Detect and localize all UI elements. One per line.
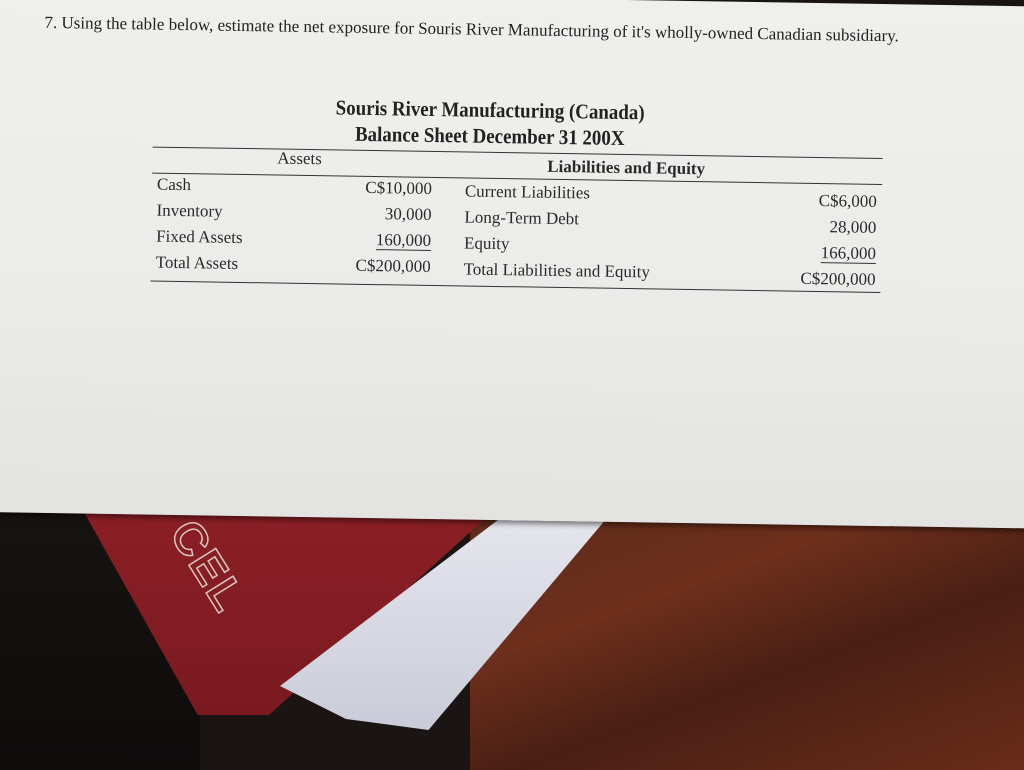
liability-label: Total Liabilities and Equity bbox=[463, 259, 651, 282]
asset-value: 160,000 bbox=[375, 230, 432, 250]
asset-value: 30,000 bbox=[384, 204, 432, 224]
liability-value: 166,000 bbox=[820, 243, 877, 263]
liability-label: Current Liabilities bbox=[464, 181, 591, 203]
liabilities-header: Liabilities and Equity bbox=[547, 156, 706, 179]
liability-value: C$6,000 bbox=[818, 191, 877, 211]
assets-header: Assets bbox=[277, 148, 322, 169]
asset-label: Cash bbox=[156, 174, 192, 195]
asset-label: Inventory bbox=[156, 200, 223, 221]
liability-label: Equity bbox=[463, 233, 510, 254]
asset-label: Fixed Assets bbox=[156, 226, 243, 247]
liability-value: 28,000 bbox=[829, 217, 877, 237]
question-text: 7. Using the table below, estimate the net exposure for Souris River Manufacturing of it's wholly-owned Canadian subsidiary. bbox=[44, 12, 899, 46]
asset-label: Total Assets bbox=[155, 252, 239, 273]
table-title: Souris River Manufacturing (Canada) bbox=[335, 95, 645, 125]
liability-value: C$200,000 bbox=[800, 268, 876, 289]
table-subtitle: Balance Sheet December 31 200X bbox=[354, 121, 625, 150]
folder-logo: CEL bbox=[160, 510, 257, 622]
asset-value: C$10,000 bbox=[365, 177, 433, 198]
liability-label: Long-Term Debt bbox=[464, 207, 580, 229]
asset-value: C$200,000 bbox=[355, 255, 431, 276]
